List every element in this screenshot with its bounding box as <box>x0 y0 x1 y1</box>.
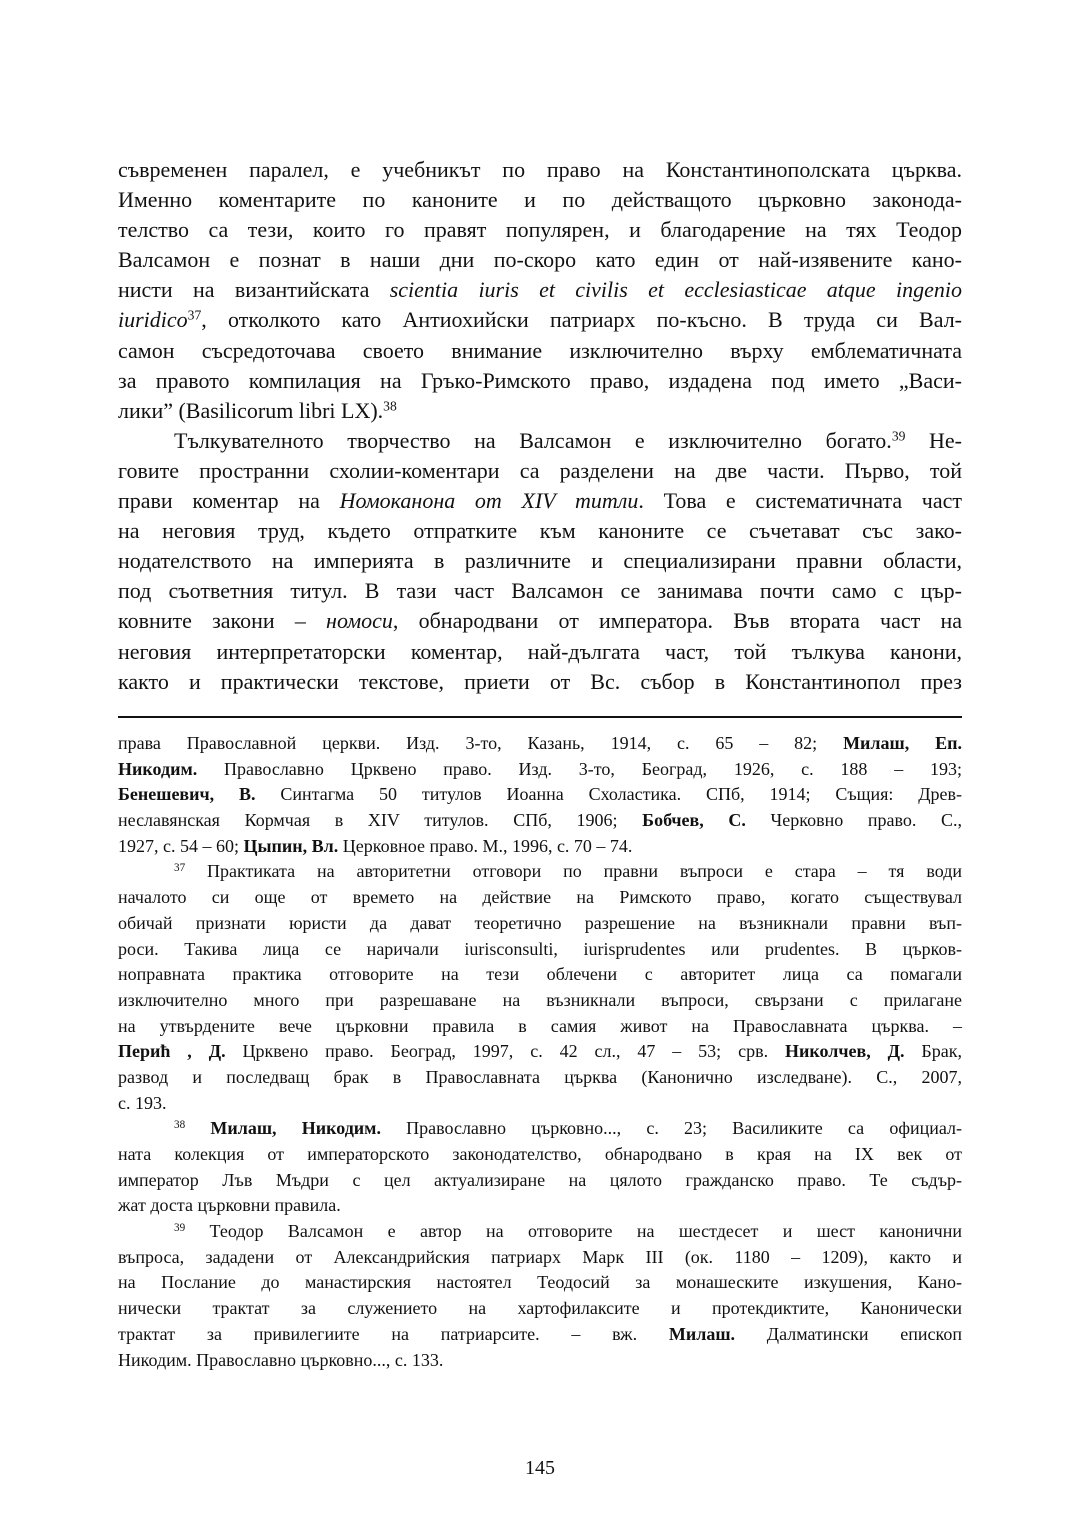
text-line <box>118 606 962 636</box>
text-line <box>118 275 962 305</box>
text-segment: нисти на византийската <box>118 277 390 303</box>
footnote-line <box>118 1245 962 1271</box>
text-line <box>118 486 962 516</box>
text-segment: Православно Црквено право. Изд. 3-то, Београд, 1926, с. 188 – 193; <box>197 758 962 779</box>
footnote-line <box>118 1219 962 1245</box>
text-segment: ковните закони – <box>118 608 327 634</box>
text-segment: неславянская Кормчая в XIV титулов. СПб, 1906; <box>118 810 643 831</box>
text-segment: , обнародвани от императора. Във втората част на <box>392 608 962 634</box>
text-line <box>118 667 962 697</box>
text-segment: роси. Такива лица се наричали iurisconsulti, iurisprudentes или prudentes. В църков- <box>118 938 962 959</box>
text-segment: Не- <box>905 427 963 453</box>
footnote-line <box>118 1065 962 1091</box>
text-segment: scientia iuris et civilis et ecclesiasticae atque ingenio <box>389 277 962 303</box>
footnote-line <box>118 1091 962 1117</box>
text-line <box>118 396 962 426</box>
text-segment: въпроса, зададени от Александрийския патриарх Марк III (ок. 1180 – 1209), както и <box>118 1246 962 1267</box>
text-segment: началото си още от времето на действие на Римското право, когато съществувал <box>118 887 962 908</box>
footnote-line <box>118 1039 962 1065</box>
author-name: Бобчев, С. <box>642 810 746 831</box>
footnote-line <box>118 988 962 1014</box>
text-segment: обичай признати юристи да дават теоретично разрешение на възникнали правни въп- <box>118 912 962 933</box>
footnote-line <box>118 1116 962 1142</box>
text-segment: номоси <box>326 608 393 634</box>
footnote-ref: 39 <box>174 1221 186 1234</box>
author-name: Никодим. <box>118 758 198 779</box>
text-segment: 1927, с. 54 – 60; <box>118 835 244 856</box>
text-line <box>118 336 962 366</box>
text-segment: нодателството на империята в различните и специализирани правни области, <box>118 548 962 574</box>
footnote-line <box>118 911 962 937</box>
footnote-ref: 38 <box>174 1119 186 1132</box>
text-segment: развод и последващ брак в Православната църква (Канонично изследване). С., 2007, <box>118 1066 962 1087</box>
text-segment: жат доста църковни правила. <box>118 1195 341 1216</box>
footnote-line <box>118 808 962 834</box>
text-segment: Практиката на авторитетни отговори по правни въпроси е стара – тя води <box>185 861 962 882</box>
author-name: Милаш, Никодим. <box>210 1118 381 1139</box>
text-segment: на неговия труд, където отпратките към каноните се съчетават със зако- <box>118 518 962 544</box>
author-name: Милаш. <box>668 1323 736 1344</box>
text-segment: нически трактат за служението на хартофилаксите и протекдиктите, Канонически <box>118 1298 962 1319</box>
text-segment: Црквено право. Београд, 1997, с. 42 сл., 47 – 53; срв. <box>225 1041 785 1062</box>
footnote-line <box>118 1296 962 1322</box>
text-segment: неговия интерпретаторски коментар, най-дългата част, той тълкува канони, <box>118 638 962 664</box>
footnote-line <box>118 1168 962 1194</box>
text-segment <box>185 1118 210 1138</box>
footnote-line <box>118 859 962 885</box>
text-segment: ната колекция от императорското законодателство, обнародвано в края на IX век от <box>118 1144 962 1164</box>
footnote-line <box>118 1348 962 1374</box>
text-segment: ноправната практика отговорите на тези облечени с авторитет лица са помагали <box>118 964 962 985</box>
author-name: Николчев, Д. <box>784 1041 905 1062</box>
text-line <box>118 456 962 486</box>
text-segment: лики” (Basilicorum libri LX). <box>118 397 384 423</box>
footnote-ref: 37 <box>187 307 202 323</box>
footnote-line <box>118 782 962 808</box>
footnote-line <box>118 962 962 988</box>
footnote-line <box>118 757 962 783</box>
footnote-line <box>118 1193 962 1219</box>
footnote-separator <box>118 716 962 718</box>
text-line <box>118 215 962 245</box>
footnote-ref: 39 <box>891 428 906 444</box>
text-segment: , отколкото като Антиохийски патриарх по-късно. В труда си Вал- <box>201 307 962 333</box>
text-segment: Далматински епископ <box>735 1323 962 1344</box>
text-segment: на утвърдените вече църковни правила в самия живот на Православната църква. – <box>118 1015 962 1036</box>
footnote-line <box>118 1270 962 1296</box>
text-line <box>118 637 962 667</box>
text-line <box>118 576 962 606</box>
body-text <box>118 155 962 697</box>
author-name: Цыпин, Вл. <box>243 835 339 856</box>
text-segment: на Послание до манастирския настоятел Теодосий за монашеските изкушения, Кано- <box>118 1272 962 1293</box>
author-name: Перић , Д. <box>118 1041 226 1062</box>
text-segment: Православно църковно..., с. 23; Василиките са официал- <box>380 1118 962 1139</box>
text-segment: изключително много при разрешаване на възникнали въпроси, свързани с прилагане <box>118 989 962 1010</box>
text-line <box>118 516 962 546</box>
text-line <box>118 426 962 456</box>
footnote-ref: 38 <box>383 398 397 414</box>
text-segment: Брак, <box>904 1041 962 1062</box>
text-segment: Номоканона от XIV титли <box>339 488 639 514</box>
text-segment: Теодор Валсамон е автор на отговорите на шестдесет и шест канонични <box>185 1221 962 1242</box>
footnote-line <box>118 1142 962 1168</box>
text-line <box>118 185 962 215</box>
text-segment: . Това е систематичната част <box>638 488 962 514</box>
text-line <box>118 155 962 185</box>
text-line <box>118 245 962 275</box>
text-line <box>118 305 962 335</box>
text-segment: за правото компилация на Гръко-Римското право, издадена под името „Васи- <box>118 367 962 393</box>
footnote-ref: 37 <box>174 862 186 875</box>
footnote-line <box>118 885 962 911</box>
text-segment: съвременен паралел, е учебникът по право на Константинополската църква. <box>118 157 962 182</box>
page-number: 145 <box>525 1457 555 1479</box>
text-line <box>118 366 962 396</box>
text-segment: Валсамон е познат в наши дни по-скоро като един от най-изявените кано- <box>118 247 962 273</box>
text-segment: под съответния титул. В тази част Валсамон се занимава почти само с цър- <box>118 578 962 604</box>
text-segment: трактат за привилегиите на патриарсите. – вж. <box>118 1323 669 1344</box>
footnotes <box>118 731 962 1373</box>
text-segment: самон съсредоточава своето внимание изключително върху емблематичната <box>118 337 962 363</box>
text-segment: с. 193. <box>118 1092 167 1113</box>
text-segment: както и практически текстове, приети от Вс. събор в Константинопол през <box>118 668 962 694</box>
text-segment: Черковно право. С., <box>745 810 963 831</box>
text-line <box>118 546 962 576</box>
text-segment: Церковное право. М., 1996, с. 70 – 74. <box>338 835 633 856</box>
text-segment: Никодим. Православно църковно..., с. 133. <box>118 1349 444 1370</box>
text-segment: Синтагма 50 титулов Иоанна Схоластика. СПб, 1914; Същия: Древ- <box>255 784 963 805</box>
text-segment: император Лъв Мъдри с цел актуализиране на цялото гражданско право. Те съдър- <box>118 1169 962 1190</box>
text-segment: Тълкувателното творчество на Валсамон е изключително богато. <box>174 427 892 453</box>
text-segment: права Православной церкви. Изд. 3-то, Казань, 1914, с. 65 – 82; <box>118 733 844 753</box>
author-name: Милаш, Еп. <box>843 733 962 753</box>
text-segment: Именно коментарите по каноните и по действащото църковно законода- <box>118 187 962 213</box>
footnote-line <box>118 1014 962 1040</box>
footnote-line <box>118 1322 962 1348</box>
text-segment: прави коментар на <box>118 488 340 514</box>
text-segment: говите пространни схолии-коментари са разделени на две части. Първо, той <box>118 457 962 483</box>
footnote-line <box>118 731 962 757</box>
author-name: Бенешевич, В. <box>118 784 256 805</box>
footnote-line <box>118 937 962 963</box>
footnote-line <box>118 834 962 860</box>
text-segment: iuridico <box>118 307 188 333</box>
text-segment: телство са тези, които го правят популярен, и благодарение на тях Теодор <box>118 217 962 243</box>
